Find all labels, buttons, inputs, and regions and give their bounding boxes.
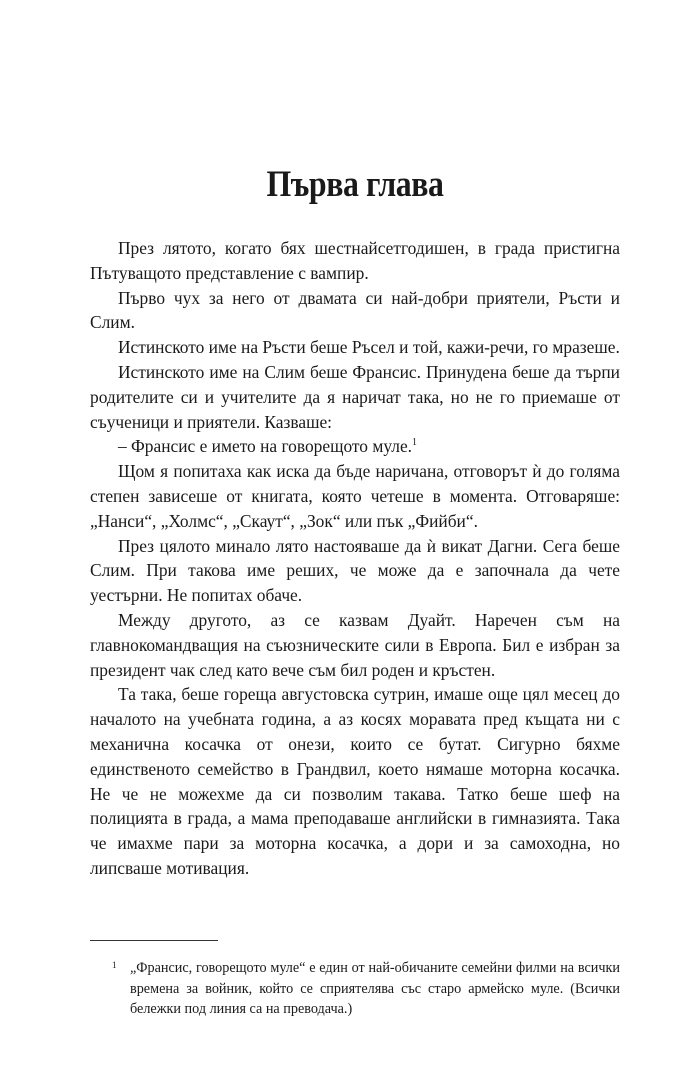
footnote-marker: 1	[112, 960, 117, 970]
paragraph: Истинското име на Ръсти беше Ръсел и той, кажи-речи, го мразеше.	[118, 337, 620, 358]
footnote-reference: 1	[412, 437, 418, 449]
paragraph-text: – Франсис е името на говорещото муле.	[118, 436, 413, 457]
chapter-title: Първа глава	[266, 164, 444, 205]
paragraph-with-footnote	[90, 434, 620, 459]
footnote-text: „Франсис, говорещото муле“ е един от най-обичаните семейни филми на всички времена за войник, който се сприятелява със старо армейско муле. (Всички бележки под линия са на преводача.)	[130, 960, 620, 1017]
paragraph: Щом я попитаха как иска да бъде наричана, отговорът ѝ до голяма степен зависеше от книгата, която четеше в момента. Отговаряше: „Нанси“, „Холмс“, „Скаут“, „Зок“ или пък „Фийби“.	[90, 461, 620, 531]
chapter-body	[90, 236, 620, 881]
paragraph: Първо чух за него от двамата си най-добри приятели, Ръсти и Слим.	[90, 287, 620, 333]
footnote	[90, 958, 620, 1020]
footnote-divider	[90, 940, 218, 941]
paragraph: Между другото, аз се казвам Дуайт. Наречен съм на главнокомандващия на съюзническите сили в Европа. Бил е избран за президент чак след като вече съм бил роден и кръстен.	[90, 609, 620, 680]
paragraph: През цялото минало лято настояваше да ѝ викат Дагни. Сега беше Слим. При такова име реших, че може да е започнала да чете уестърни. Не попитах обаче.	[90, 535, 620, 606]
paragraph: През лятото, когато бях шестнайсетгодишен, в града пристигна Пътуващото представление с вампир.	[90, 238, 620, 283]
book-page	[90, 0, 620, 1075]
paragraph: Та така, беше гореща августовска сутрин, имаше още цял месец до началото на учебната година, а аз косях моравата пред къщата ни с механична косачка от онези, които се бутат. Сигурно бяхме единственото семейство в Грандвил, което нямаше моторна косачка. Не че не можехме да си позволим такава. Татко беше шеф на полицията в града, а мама преподаваше английски в гимназията. Така че имахме пари за моторна косачка, а дори и за самоходна, но липсваше мотивация.	[90, 684, 620, 878]
paragraph: Истинското име на Слим беше Франсис. Принудена беше да търпи родителите си и учителите да я наричат така, но не го приемаше от съученици и приятели. Казваше:	[90, 361, 620, 432]
